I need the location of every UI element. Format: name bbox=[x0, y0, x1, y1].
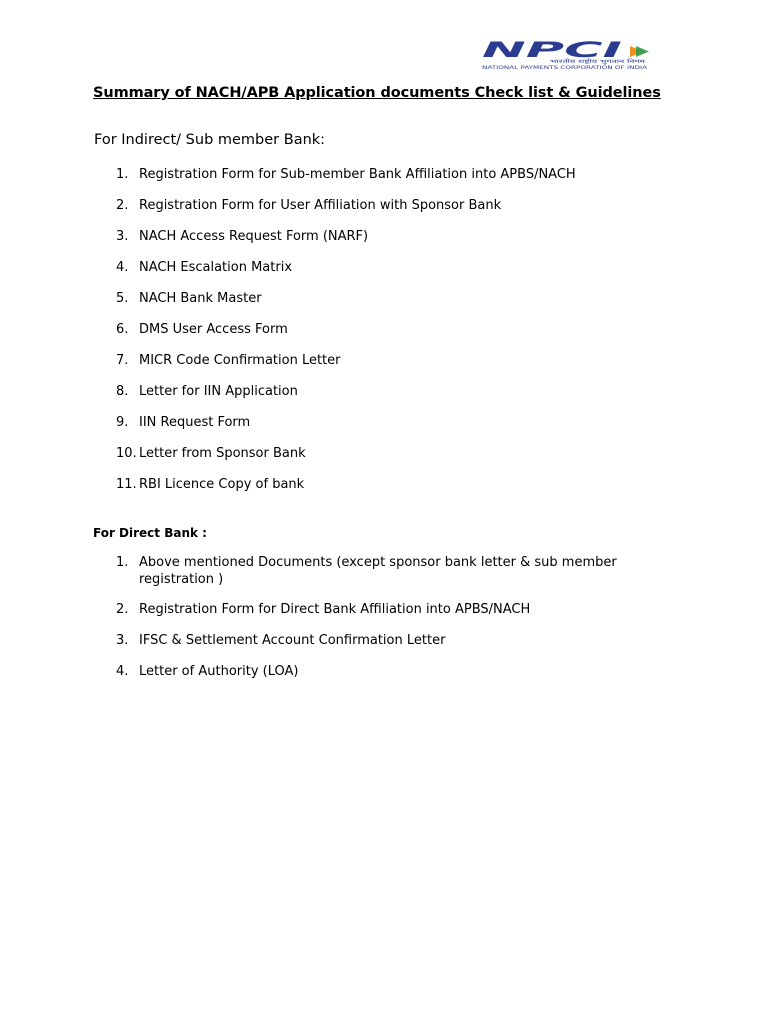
item-number: 1. bbox=[116, 555, 129, 570]
item-text: Registration Form for Sub-member Bank Affiliation into APBS/NACH bbox=[139, 167, 576, 182]
item-number: 11. bbox=[116, 477, 137, 492]
item-number: 6. bbox=[116, 322, 129, 337]
item-number: 9. bbox=[116, 415, 129, 430]
npci-logo-tagline-hindi: भारतीय राष्ट्रीय भुगतान निगम bbox=[550, 59, 603, 65]
item-text: NACH Escalation Matrix bbox=[139, 260, 293, 275]
item-text: IFSC & Settlement Account Confirmation Letter bbox=[139, 633, 446, 648]
item-text: DMS User Access Form bbox=[139, 322, 288, 337]
item-number: 2. bbox=[116, 602, 129, 617]
item-text: Letter from Sponsor Bank bbox=[139, 446, 306, 461]
item-text: Registration Form for Direct Bank Affiliation into APBS/NACH bbox=[139, 602, 531, 617]
item-number: 5. bbox=[116, 291, 129, 306]
item-number: 2. bbox=[116, 198, 129, 213]
npci-logo-tagline-english: NATIONAL PAYMENTS CORPORATION OF INDIA bbox=[482, 66, 586, 70]
item-text: NACH Access Request Form (NARF) bbox=[139, 229, 369, 244]
item-text: Above mentioned Documents (except sponsor bank letter & sub member registration ) bbox=[139, 555, 617, 587]
indirect-bank-heading: For Indirect/ Sub member Bank: bbox=[94, 132, 326, 148]
item-text: Letter of Authority (LOA) bbox=[139, 664, 299, 679]
item-number: 7. bbox=[116, 353, 129, 368]
item-text: Letter for IIN Application bbox=[139, 384, 298, 399]
item-number: 8. bbox=[116, 384, 129, 399]
item-number: 10. bbox=[116, 446, 137, 461]
npci-logo bbox=[480, 40, 655, 70]
item-number: 4. bbox=[116, 260, 129, 275]
item-number: 4. bbox=[116, 664, 129, 679]
item-text: MICR Code Confirmation Letter bbox=[139, 353, 341, 368]
item-number: 3. bbox=[116, 633, 129, 648]
npci-logo-arrow-green bbox=[636, 46, 649, 57]
item-number: 1. bbox=[116, 167, 129, 182]
item-text: Registration Form for User Affiliation with Sponsor Bank bbox=[139, 198, 502, 213]
item-text: NACH Bank Master bbox=[139, 291, 262, 306]
npci-logo-wordmark: NPCI bbox=[482, 40, 623, 62]
direct-bank-heading: For Direct Bank : bbox=[93, 526, 207, 540]
item-text: RBI Licence Copy of bank bbox=[139, 477, 305, 492]
item-text: IIN Request Form bbox=[139, 415, 251, 430]
item-number: 3. bbox=[116, 229, 129, 244]
document-title: Summary of NACH/APB Application documents Check list & Guidelines bbox=[93, 85, 661, 101]
